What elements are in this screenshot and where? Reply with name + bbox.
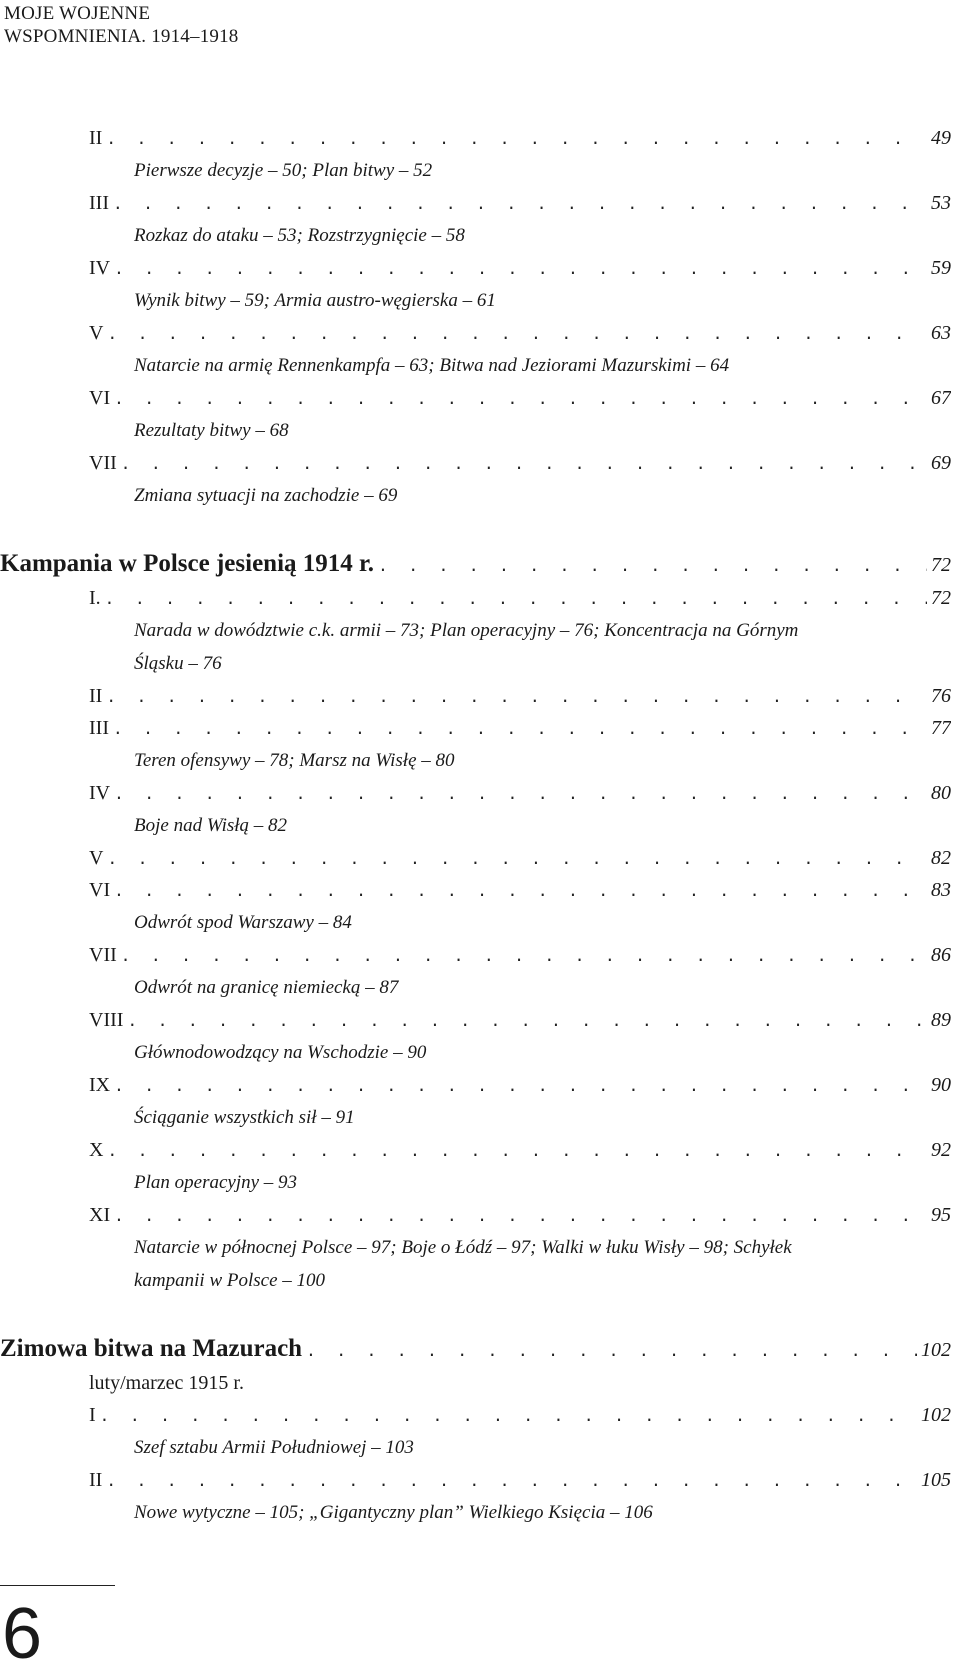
chapter-description: Nowe wytyczne – 105; „Gigantyczny plan” Wielkiego Księcia – 106 xyxy=(134,1502,653,1523)
chapter-number: IV xyxy=(89,257,111,279)
toc-chapter-row[interactable] xyxy=(0,712,951,744)
chapter-number: VII xyxy=(89,944,117,966)
chapter-number: IX xyxy=(89,1074,111,1096)
dot-leader xyxy=(110,1070,927,1101)
dot-leader xyxy=(110,253,927,284)
table-of-contents xyxy=(0,122,960,1529)
chapter-description: Ściąganie wszystkich sił – 91 xyxy=(134,1107,355,1128)
page-number: 63 xyxy=(931,322,951,344)
toc-chapter-row[interactable] xyxy=(0,680,951,712)
dot-leader xyxy=(110,875,927,906)
dot-leader xyxy=(102,681,927,712)
chapter-description: Pierwsze decyzje – 50; Plan bitwy – 52 xyxy=(134,160,433,181)
chapter-number: I xyxy=(89,1404,96,1426)
chapter-number: IV xyxy=(89,782,111,804)
dot-leader xyxy=(123,1005,927,1036)
page-number: 67 xyxy=(931,387,951,409)
page-number: 69 xyxy=(931,452,951,474)
chapter-description: Boje nad Wisłą – 82 xyxy=(134,815,288,836)
dot-leader xyxy=(117,448,927,479)
chapter-number: III xyxy=(89,717,109,739)
running-head-line-2: WSPOMNIENIA. 1914–1918 xyxy=(4,26,239,47)
dot-leader xyxy=(96,1400,917,1431)
toc-chapter-row[interactable] xyxy=(0,382,951,414)
chapter-number: VI xyxy=(89,879,111,901)
dot-leader xyxy=(110,383,927,414)
dot-leader xyxy=(102,123,927,154)
chapter-number: V xyxy=(89,322,104,344)
dot-leader xyxy=(102,1465,917,1496)
chapter-number: V xyxy=(89,847,104,869)
dot-leader xyxy=(374,548,927,582)
page-number: 102 xyxy=(921,1404,951,1426)
toc-chapter-row[interactable] xyxy=(0,777,951,809)
section-title: Zimowa bitwa na Mazurach xyxy=(0,1335,303,1362)
dot-leader xyxy=(302,1333,917,1367)
page-number: 49 xyxy=(931,127,951,149)
toc-chapter-row[interactable] xyxy=(0,1464,951,1496)
page-number: 53 xyxy=(931,192,951,214)
dot-leader xyxy=(110,778,927,809)
chapter-number: VII xyxy=(89,452,117,474)
dot-leader xyxy=(103,843,927,874)
dot-leader xyxy=(117,940,927,971)
footer-rule xyxy=(0,1585,115,1586)
toc-chapter-row[interactable] xyxy=(0,187,951,219)
page-number: 72 xyxy=(931,587,951,609)
toc-chapter-row[interactable] xyxy=(0,874,951,906)
dot-leader xyxy=(110,1200,927,1231)
toc-chapter-row[interactable] xyxy=(0,1199,951,1231)
page-number: 77 xyxy=(931,717,951,739)
page-number: 83 xyxy=(931,879,951,901)
chapter-description: Wynik bitwy – 59; Armia austro-węgierska – 61 xyxy=(134,290,496,311)
toc-section-row[interactable] xyxy=(0,1331,951,1367)
chapter-description: Rozkaz do ataku – 53; Rozstrzygnięcie – 58 xyxy=(134,225,465,246)
page-number: 90 xyxy=(931,1074,951,1096)
toc-chapter-row[interactable] xyxy=(0,252,951,284)
chapter-description: Natarcie na armię Rennenkampfa – 63; Bitwa nad Jeziorami Mazurskimi – 64 xyxy=(134,355,730,376)
toc-chapter-row[interactable] xyxy=(0,317,951,349)
section-date: luty/marzec 1915 r. xyxy=(89,1372,244,1394)
chapter-description: Głównodowodzący na Wschodzie – 90 xyxy=(134,1042,427,1063)
chapter-description: Odwrót na granicę niemiecką – 87 xyxy=(134,977,399,998)
dot-leader xyxy=(103,1135,927,1166)
page-number: 105 xyxy=(921,1469,951,1491)
chapter-number: X xyxy=(89,1139,104,1161)
dot-leader xyxy=(103,318,927,349)
toc-chapter-row[interactable] xyxy=(0,842,951,874)
page-number: 89 xyxy=(931,1009,951,1031)
chapter-description: Teren ofensywy – 78; Marsz na Wisłę – 80 xyxy=(134,750,455,771)
chapter-number: III xyxy=(89,192,109,214)
dot-leader xyxy=(109,713,927,744)
page-number: 102 xyxy=(921,1339,951,1361)
chapter-number: VIII xyxy=(89,1009,124,1031)
toc-chapter-row[interactable] xyxy=(0,582,951,614)
toc-chapter-row[interactable] xyxy=(0,1069,951,1101)
chapter-description: Szef sztabu Armii Południowej – 103 xyxy=(134,1437,414,1458)
chapter-number: II xyxy=(89,1469,103,1491)
toc-chapter-row[interactable] xyxy=(0,1004,951,1036)
page-folio: 6 xyxy=(2,1594,43,1674)
running-head xyxy=(4,2,239,48)
running-head-line-1: MOJE WOJENNE xyxy=(4,3,151,24)
chapter-number: II xyxy=(89,127,103,149)
chapter-number: I. xyxy=(89,587,101,609)
chapter-number: VI xyxy=(89,387,111,409)
page-number: 80 xyxy=(931,782,951,804)
toc-chapter-row[interactable] xyxy=(0,122,951,154)
chapter-number: II xyxy=(89,685,103,707)
chapter-description: Rezultaty bitwy – 68 xyxy=(134,420,289,441)
page-number: 95 xyxy=(931,1204,951,1226)
chapter-description: Plan operacyjny – 93 xyxy=(134,1172,298,1193)
chapter-description: Narada w dowództwie c.k. armii – 73; Plan operacyjny – 76; Koncentracja na Górnym Śląsku – 76 xyxy=(134,620,799,674)
chapter-number: XI xyxy=(89,1204,111,1226)
page-number: 76 xyxy=(931,685,951,707)
toc-section-row[interactable] xyxy=(0,546,951,582)
chapter-description: Zmiana sytuacji na zachodzie – 69 xyxy=(134,485,398,506)
page-number: 59 xyxy=(931,257,951,279)
chapter-description: Odwrót spod Warszawy – 84 xyxy=(134,912,352,933)
page-number: 86 xyxy=(931,944,951,966)
section-title: Kampania w Polsce jesienią 1914 r. xyxy=(0,550,375,577)
page-number: 92 xyxy=(931,1139,951,1161)
toc-chapter-row[interactable] xyxy=(0,1399,951,1431)
section-gap xyxy=(0,512,960,546)
toc-chapter-row[interactable] xyxy=(0,447,951,479)
page-number: 82 xyxy=(931,847,951,869)
dot-leader xyxy=(109,188,927,219)
section-gap xyxy=(0,1297,960,1331)
page-number: 72 xyxy=(931,554,951,576)
toc-chapter-row[interactable] xyxy=(0,1134,951,1166)
dot-leader xyxy=(101,583,927,614)
toc-chapter-row[interactable] xyxy=(0,939,951,971)
chapter-description: Natarcie w północnej Polsce – 97; Boje o Łódź – 97; Walki w łuku Wisły – 98; Schyłek kampanii w Polsce – 100 xyxy=(134,1237,792,1291)
